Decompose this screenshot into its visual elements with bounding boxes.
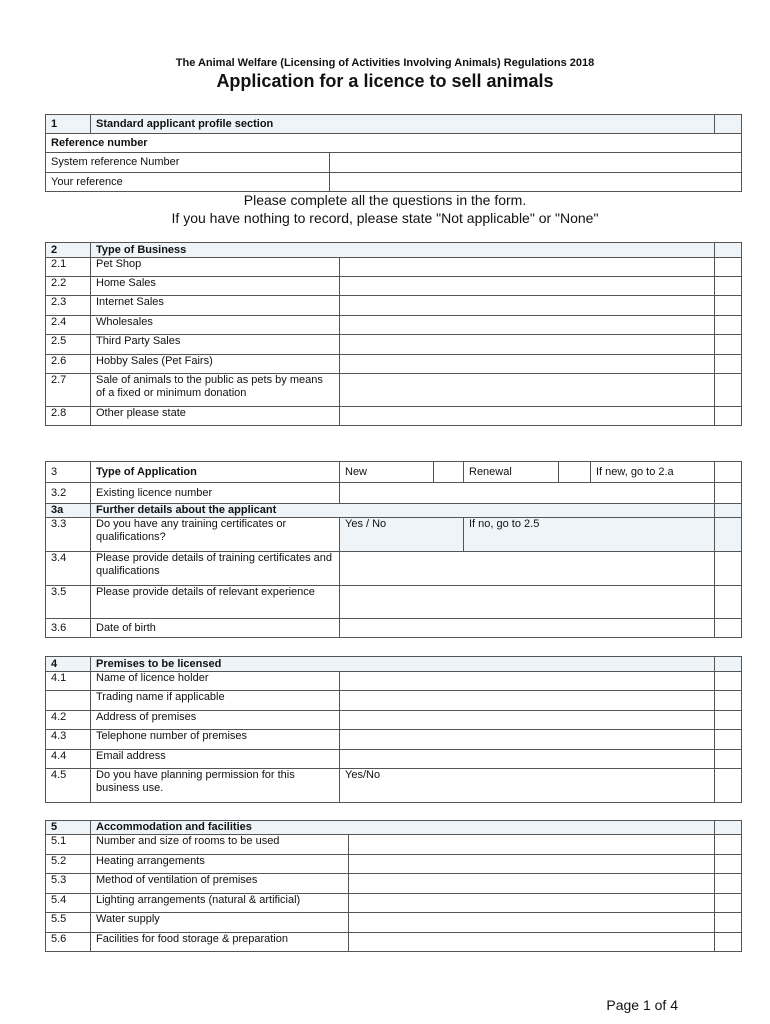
row-number: 3.4	[46, 552, 91, 586]
page-number: Page 1 of 4	[606, 997, 678, 1013]
water-supply-field[interactable]	[349, 913, 715, 933]
rooms-field[interactable]	[349, 835, 715, 855]
row-number: 5.2	[46, 855, 91, 874]
if-new-note: If new, go to 2.a	[591, 462, 715, 483]
licence-holder-name-field[interactable]	[340, 672, 715, 691]
planning-permission-field[interactable]: Yes/No	[340, 769, 715, 803]
row-number: 2.6	[46, 355, 91, 374]
section-title: Premises to be licensed	[91, 657, 715, 672]
section-2-table	[45, 242, 742, 426]
row-label: Please provide details of relevant experience	[91, 586, 340, 619]
section-number: 1	[46, 115, 91, 134]
internet-sales-field[interactable]	[340, 296, 715, 316]
row-label: Do you have planning permission for this business use.	[91, 769, 340, 803]
row-label: Method of ventilation of premises	[91, 874, 349, 894]
system-reference-label: System reference Number	[46, 153, 330, 173]
row-number: 2.4	[46, 316, 91, 335]
section-3-table	[45, 461, 742, 638]
row-number: 5.6	[46, 933, 91, 952]
food-storage-field[interactable]	[349, 933, 715, 952]
ventilation-field[interactable]	[349, 874, 715, 894]
row-label: Telephone number of premises	[91, 730, 340, 750]
training-details-field[interactable]	[340, 552, 715, 586]
row-label: Please provide details of training certificates and qualifications	[91, 552, 340, 586]
section-number: 5	[46, 821, 91, 835]
third-party-sales-field[interactable]	[340, 335, 715, 355]
reference-number-label: Reference number	[46, 134, 742, 153]
option-renewal-label: Renewal	[464, 462, 559, 483]
row-label: Heating arrangements	[91, 855, 349, 874]
instruction-line-2: If you have nothing to record, please state "Not applicable" or "None"	[171, 210, 599, 226]
row-number: 3.6	[46, 619, 91, 638]
section-title: Standard applicant profile section	[91, 115, 715, 134]
existing-licence-number-field[interactable]	[340, 483, 715, 504]
email-address-field[interactable]	[340, 750, 715, 769]
instruction-line-1: Please complete all the questions in the form.	[243, 192, 527, 208]
row-number: 5.3	[46, 874, 91, 894]
row-number: 4.5	[46, 769, 91, 803]
date-of-birth-field[interactable]	[340, 619, 715, 638]
section-title: Accommodation and facilities	[91, 821, 715, 835]
section-title: Type of Application	[91, 462, 340, 483]
row-number: 5.1	[46, 835, 91, 855]
row-label: Number and size of rooms to be used	[91, 835, 349, 855]
row-number: 5.4	[46, 894, 91, 913]
section-4-table	[45, 656, 742, 803]
option-new-checkbox[interactable]	[434, 462, 464, 483]
subsection-title: Further details about the applicant	[91, 504, 715, 518]
option-renewal-checkbox[interactable]	[559, 462, 591, 483]
row-number: 2.7	[46, 374, 91, 407]
row-label: Other please state	[91, 407, 340, 426]
section-number: 3	[46, 462, 91, 483]
row-label: Name of licence holder	[91, 672, 340, 691]
hobby-sales-field[interactable]	[340, 355, 715, 374]
row-label: Third Party Sales	[91, 335, 340, 355]
row-label: Hobby Sales (Pet Fairs)	[91, 355, 340, 374]
section-1-table	[45, 114, 742, 192]
row-number: 2.3	[46, 296, 91, 316]
option-new-label: New	[340, 462, 434, 483]
training-yes-no-field[interactable]: Yes / No	[340, 518, 464, 552]
trading-name-field[interactable]	[340, 691, 715, 711]
system-reference-field[interactable]	[330, 153, 742, 173]
row-label: Existing licence number	[91, 483, 340, 504]
row-label: Water supply	[91, 913, 349, 933]
row-number: 2.1	[46, 258, 91, 277]
row-label: Home Sales	[91, 277, 340, 296]
subsection-number: 3a	[46, 504, 91, 518]
donation-sales-field[interactable]	[340, 374, 715, 407]
section-title: Type of Business	[91, 243, 715, 258]
row-number: 3.3	[46, 518, 91, 552]
row-label: Address of premises	[91, 711, 340, 730]
other-business-field[interactable]	[340, 407, 715, 426]
pet-shop-field[interactable]	[340, 258, 715, 277]
page-title: Application for a licence to sell animals	[216, 71, 554, 91]
row-label: Trading name if applicable	[91, 691, 340, 711]
your-reference-field[interactable]	[330, 173, 742, 192]
premises-address-field[interactable]	[340, 711, 715, 730]
row-label: Lighting arrangements (natural & artificial)	[91, 894, 349, 913]
heating-field[interactable]	[349, 855, 715, 874]
row-number	[46, 691, 91, 711]
row-number: 2.2	[46, 277, 91, 296]
if-no-note: If no, go to 2.5	[464, 518, 715, 552]
row-label: Sale of animals to the public as pets by means of a fixed or minimum donation	[91, 374, 340, 407]
lighting-field[interactable]	[349, 894, 715, 913]
section-5-table	[45, 820, 742, 952]
regulation-title: The Animal Welfare (Licensing of Activities Involving Animals) Regulations 2018	[175, 57, 595, 69]
your-reference-label: Your reference	[46, 173, 330, 192]
row-label: Facilities for food storage & preparation	[91, 933, 349, 952]
row-label: Wholesales	[91, 316, 340, 335]
section-number: 4	[46, 657, 91, 672]
row-number: 4.4	[46, 750, 91, 769]
wholesales-field[interactable]	[340, 316, 715, 335]
row-label: Date of birth	[91, 619, 340, 638]
row-label: Internet Sales	[91, 296, 340, 316]
row-label: Pet Shop	[91, 258, 340, 277]
row-number: 4.2	[46, 711, 91, 730]
row-number: 2.8	[46, 407, 91, 426]
experience-details-field[interactable]	[340, 586, 715, 619]
home-sales-field[interactable]	[340, 277, 715, 296]
section-number: 2	[46, 243, 91, 258]
row-label: Email address	[91, 750, 340, 769]
row-number: 2.5	[46, 335, 91, 355]
row-number: 4.1	[46, 672, 91, 691]
premises-telephone-field[interactable]	[340, 730, 715, 750]
row-number: 3.5	[46, 586, 91, 619]
row-number: 5.5	[46, 913, 91, 933]
row-label: Do you have any training certificates or qualifications?	[91, 518, 340, 552]
row-number: 4.3	[46, 730, 91, 750]
row-number: 3.2	[46, 483, 91, 504]
